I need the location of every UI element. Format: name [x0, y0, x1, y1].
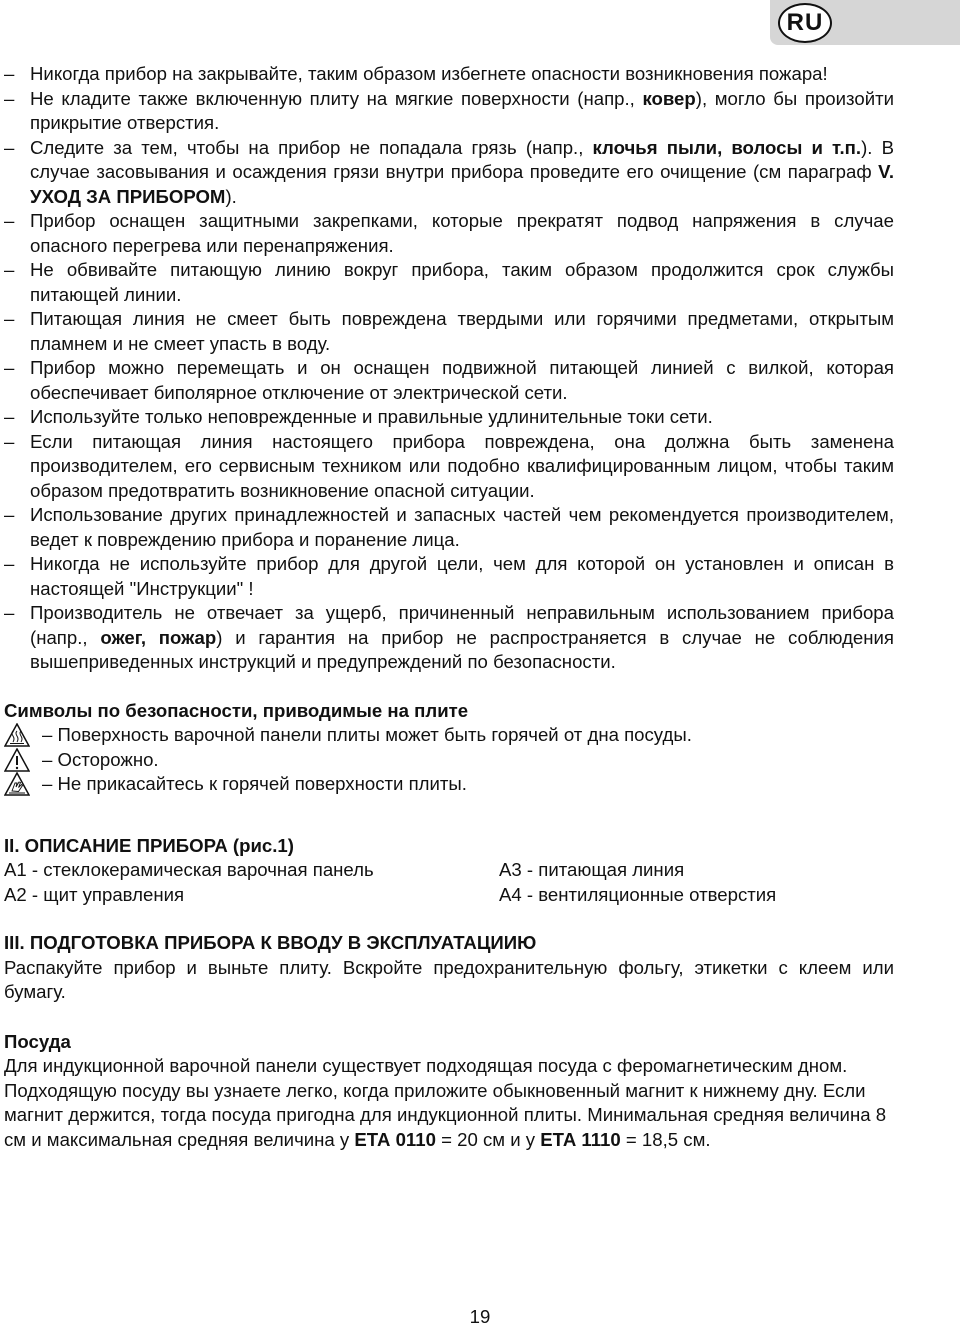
- safety-instruction-item: [4, 356, 894, 405]
- symbol-text: – Не прикасайтесь к горячей поверхности плиты.: [42, 773, 467, 794]
- instruction-text: Использование других принадлежностей и запасных частей чем рекомендуется производителем, ведет к повреждению прибора и поранение лица.: [30, 504, 894, 550]
- instruction-text: Используйте только неповрежденные и правильные удлинительные токи сети.: [30, 406, 713, 427]
- description-heading: II. ОПИСАНИЕ ПРИБОРА (рис.1): [4, 834, 294, 856]
- instruction-text: ) и гарантия на прибор не распространяется в случае не соблюдения вышеприведенных инструкций и предупреждений по безопасности.: [30, 626, 894, 672]
- instruction-text: Питающая линия не смеет быть повреждена твердыми или горячими предметами, открытым пламнем и не смеет упасть в воду.: [30, 308, 894, 354]
- symbol-row: [4, 772, 894, 797]
- instruction-text: ), могло бы произойти прикрытие отверстия.: [30, 87, 894, 133]
- emphasized-text: V. УХОД ЗА ПРИБОРОМ: [30, 161, 894, 207]
- bullet-dash: –: [4, 406, 15, 427]
- emphasized-text: ковер: [642, 87, 696, 109]
- safety-instruction-item: [4, 136, 894, 210]
- instruction-text: Если питающая линия настоящего прибора повреждена, она должна быть заменена производителем, его сервисным техником или подобно квалифицированным лицом, чтобы таким образом предотвратить возникновение опасной ситуации.: [30, 430, 894, 501]
- safety-instruction-item: [4, 87, 894, 136]
- safety-instruction-item: [4, 209, 894, 258]
- symbol-row: [4, 723, 894, 748]
- bullet-dash: –: [4, 136, 15, 158]
- bullet-dash: –: [4, 553, 15, 574]
- part-item: А1 - стеклокерамическая варочная панель: [4, 859, 374, 880]
- cookware-text-part: = 20 см и у: [435, 1128, 541, 1150]
- cookware-text-part: = 18,5 см.: [620, 1128, 711, 1150]
- page-number: 19: [469, 1306, 491, 1327]
- page-content: [4, 62, 894, 1152]
- symbols-heading: Символы по безопасности, приводимые на плите: [4, 699, 469, 721]
- parts-list: [4, 858, 894, 907]
- bullet-dash: –: [4, 87, 15, 109]
- bullet-dash: –: [4, 308, 15, 329]
- instruction-text: Прибор можно перемещать и он оснащен подвижной питающей линией с вилкой, которая обеспечивает биполярное отключение от электрической сети.: [30, 357, 894, 403]
- instruction-text: Никогда прибор на закрывайте, таким образом избегнете опасности возникновения пожара!: [30, 63, 828, 84]
- language-badge: RU: [778, 3, 832, 43]
- model-name: ЕТА 1110: [540, 1128, 621, 1150]
- safety-instruction-item: [4, 258, 894, 307]
- preparation-heading: III. ПОДГОТОВКА ПРИБОРА К ВВОДУ В ЭКСПЛУАТАЦИИЮ: [4, 932, 537, 953]
- safety-instruction-item: [4, 62, 894, 87]
- hot-surface-warning-icon: [4, 723, 30, 747]
- safety-instruction-item: [4, 307, 894, 356]
- safety-instruction-item: [4, 405, 894, 430]
- safety-symbols-list: [4, 723, 894, 797]
- symbol-text: – Осторожно.: [42, 748, 159, 770]
- cookware-heading: Посуда: [4, 1030, 71, 1052]
- caution-triangle-icon: [4, 748, 30, 772]
- bullet-dash: –: [4, 430, 15, 452]
- instruction-text: Следите за тем, чтобы на прибор не попадала грязь (напр.,: [30, 136, 593, 158]
- bullet-dash: –: [4, 63, 15, 84]
- instruction-text: Прибор оснащен защитными закрепками, которые прекратят подвод напряжения в случае опасного перегрева или перенапряжения.: [30, 210, 894, 256]
- safety-instruction-item: [4, 552, 894, 601]
- instruction-text: ). В случае засовывания и осаждения грязи внутри прибора проведите его очищение (см параграф: [30, 136, 894, 182]
- instruction-text: Не обвивайте питающую линию вокруг прибора, таким образом продолжится срок службы питающей линии.: [30, 259, 894, 305]
- language-tab: [770, 0, 960, 45]
- model-name: ЕТА 0110: [354, 1128, 436, 1150]
- part-item: А3 - питающая линия: [499, 859, 685, 880]
- safety-instruction-item: [4, 601, 894, 675]
- symbol-text: – Поверхность варочной панели плиты может быть горячей от дна посуды.: [42, 724, 692, 745]
- emphasized-text: клочья пыли, волосы и т.п.: [592, 136, 862, 158]
- emphasized-text: ожег, пожар: [100, 626, 217, 648]
- part-item: А4 - вентиляционные отверстия: [499, 883, 777, 905]
- instruction-text: Никогда не используйте прибор для другой цели, чем для которой он установлен и описан в настоящей "Инструкции" !: [30, 553, 894, 599]
- symbol-row: [4, 748, 894, 773]
- safety-instruction-item: [4, 503, 894, 552]
- safety-instructions-list: [4, 62, 894, 675]
- instruction-text: Производитель не отвечает за ущерб, причиненный неправильным использованием прибора (напр.,: [30, 602, 894, 648]
- part-item: А2 - щит управления: [4, 883, 185, 905]
- bullet-dash: –: [4, 210, 15, 231]
- bullet-dash: –: [4, 602, 15, 623]
- cookware-text-part: Для индукционной варочной панели существует подходящая посуда с феромагнетическим дном. Подходящую посуду вы узнаете легко, когда приложите обыкновенный магнит к нижнему дну. Если магнит держится, тогда посуда пригодна для индукционной плиты. Минимальная средняя величина 8 см и максимальная средняя величина у: [4, 1055, 887, 1150]
- instruction-text: Не кладите также включенную плиту на мягкие поверхности (напр.,: [30, 87, 643, 109]
- instruction-text: ).: [225, 185, 237, 207]
- bullet-dash: –: [4, 259, 15, 280]
- cookware-text: [4, 1054, 894, 1152]
- bullet-dash: –: [4, 357, 15, 378]
- safety-instruction-item: [4, 430, 894, 504]
- preparation-text: Распакуйте прибор и выньте плиту. Вскройте предохранительную фольгу, этикетки с клеем или бумагу.: [4, 956, 894, 1002]
- bullet-dash: –: [4, 504, 15, 525]
- do-not-touch-hot-surface-icon: [4, 772, 30, 796]
